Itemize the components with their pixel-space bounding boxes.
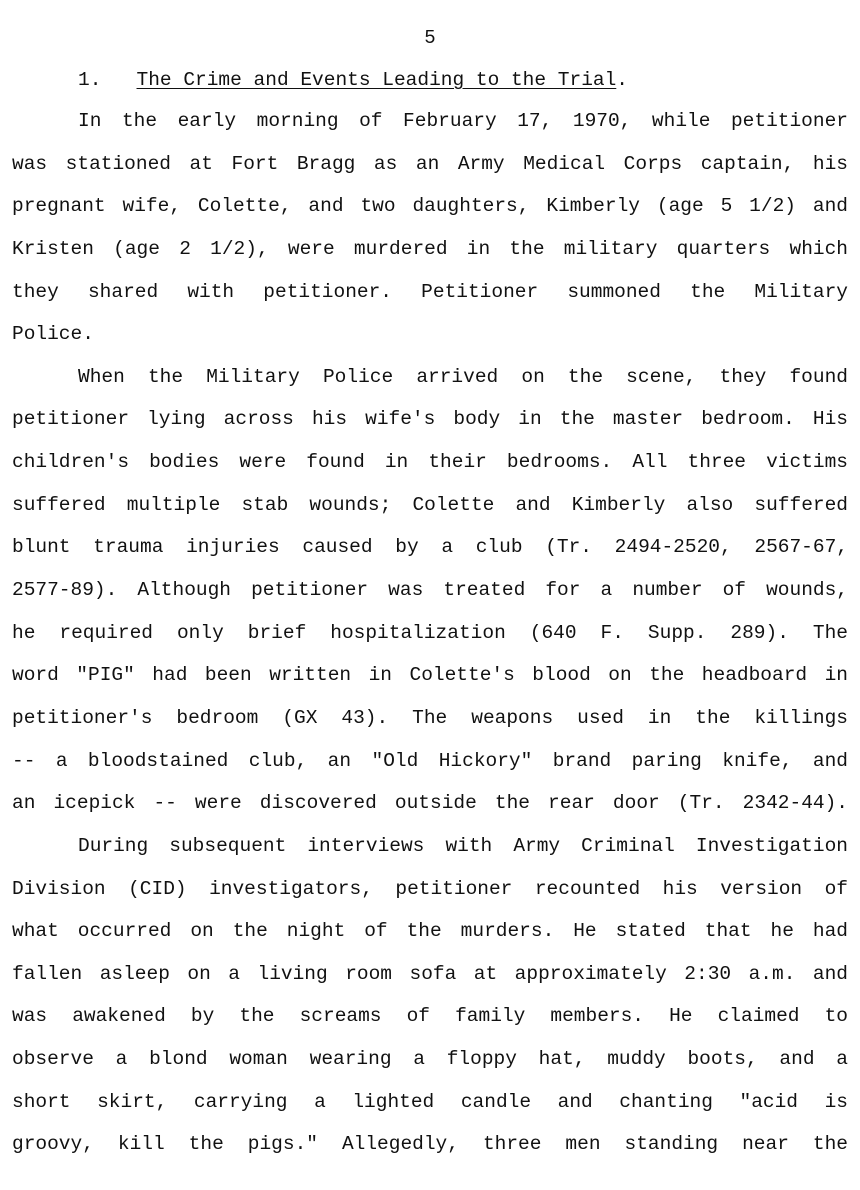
text-line: blunt trauma injuries caused by a club (Tr. 2494-2520, 2567-67, <box>12 536 848 559</box>
body-text <box>12 100 848 1166</box>
text-line: Kristen (age 2 1/2), were murdered in the military quarters which <box>12 237 848 260</box>
text-line: When the Military Police arrived on the scene, they found <box>78 365 848 388</box>
text-line: pregnant wife, Colette, and two daughters, Kimberly (age 5 1/2) and <box>12 195 848 218</box>
section-number: 1. <box>78 69 102 91</box>
text-line: In the early morning of February 17, 1970, while petitioner <box>78 110 848 132</box>
text-line: Division (CID) investigators, petitioner recounted his version of <box>12 877 848 900</box>
text-line: Police. <box>12 323 94 346</box>
text-line: he required only brief hospitalization (640 F. Supp. 289). The <box>12 621 848 644</box>
text-line: suffered multiple stab wounds; Colette and Kimberly also suffered <box>12 493 848 516</box>
text-line: groovy, kill the pigs." Allegedly, three men standing near the <box>12 1133 848 1156</box>
text-line: word "PIG" had been written in Colette's blood on the headboard in <box>12 664 848 687</box>
text-line: -- a bloodstained club, an "Old Hickory" brand paring knife, and <box>12 749 848 772</box>
text-line: was awakened by the screams of family members. He claimed to <box>12 1005 848 1028</box>
page-number: 5 <box>424 27 436 49</box>
text-line: short skirt, carrying a lighted candle and chanting "acid is <box>12 1090 848 1113</box>
text-line: petitioner's bedroom (GX 43). The weapons used in the killings <box>12 706 848 729</box>
text-line: children's bodies were found in their bedrooms. All three victims <box>12 451 848 474</box>
section-title-period: . <box>616 69 628 91</box>
paragraph-2 <box>12 356 848 825</box>
text-line: petitioner lying across his wife's body in the master bedroom. His <box>12 408 848 431</box>
text-line: observe a blond woman wearing a floppy hat, muddy boots, and a <box>12 1048 848 1071</box>
paragraph-1 <box>12 100 848 356</box>
text-line: During subsequent interviews with Army Criminal Investigation <box>78 834 848 857</box>
text-line: they shared with petitioner. Petitioner summoned the Military <box>12 280 848 303</box>
text-line: an icepick -- were discovered outside the rear door (Tr. 2342-44). <box>12 792 848 815</box>
text-line: fallen asleep on a living room sofa at approximately 2:30 a.m. and <box>12 962 848 985</box>
text-line: what occurred on the night of the murders. He stated that he had <box>12 920 848 943</box>
text-line: 2577-89). Although petitioner was treated for a number of wounds, <box>12 579 848 602</box>
section-title: The Crime and Events Leading to the Trial <box>136 69 617 91</box>
paragraph-3 <box>12 825 848 1166</box>
section-heading <box>78 68 628 92</box>
text-line: was stationed at Fort Bragg as an Army Medical Corps captain, his <box>12 152 848 175</box>
